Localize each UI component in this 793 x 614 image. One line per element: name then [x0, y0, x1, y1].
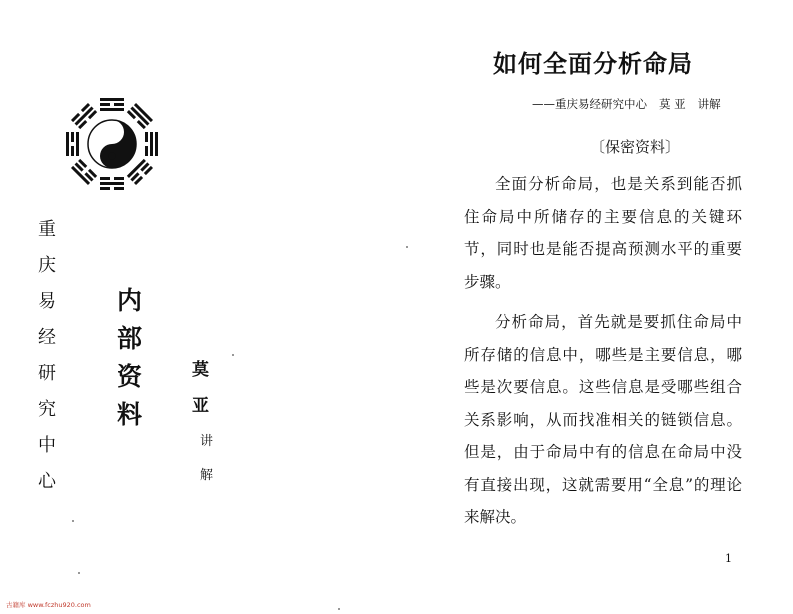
- org-char: 易: [38, 291, 56, 312]
- internal-char: 料: [117, 400, 143, 429]
- page-number: 1: [725, 552, 732, 565]
- org-char: 中: [38, 435, 56, 456]
- right-page: [420, 0, 793, 614]
- footer-credit: 古籍库 www.fczhu920.com: [6, 601, 91, 609]
- internal-char: 部: [117, 324, 143, 353]
- lecture-vertical-text: [200, 425, 213, 493]
- document-title: 如何全面分析命局: [493, 50, 693, 78]
- byline-dashes: ——: [532, 97, 555, 111]
- internal-char: 资: [117, 362, 143, 391]
- org-char: 心: [38, 471, 56, 492]
- byline-lecture: 讲解: [697, 97, 721, 111]
- paragraph: 分析命局，首先就是要抓住命局中所存储的信息中，哪些是主要信息，哪些是次要信息。这些信息是受哪些组合关系影响，从而找准相关的链锁信息。但是，由于命局中有的信息在命局中没有直接出现，这就需要用“全息”的理论来解决。: [464, 313, 742, 526]
- paragraph: 全面分析命局，也是关系到能否抓住命局中所储存的主要信息的关键环节，同时也是能否提高预测水平的重要步骤。: [464, 175, 742, 291]
- internal-material-vertical-text: [117, 282, 142, 434]
- org-char: 经: [38, 327, 56, 348]
- byline: [532, 96, 721, 112]
- author-char: 莫: [192, 360, 209, 380]
- organization-vertical-text: [38, 212, 56, 500]
- lecture-char: 解: [200, 468, 214, 483]
- bagua-yin-yang-icon: [62, 94, 162, 194]
- confidential-label: 〔保密资料〕: [590, 138, 681, 156]
- org-char: 庆: [38, 255, 56, 276]
- org-char: 研: [38, 363, 56, 384]
- byline-organization: 重庆易经研究中心: [555, 97, 647, 111]
- author-vertical-text: [192, 352, 209, 424]
- internal-char: 内: [117, 286, 143, 315]
- org-char: 究: [38, 399, 56, 420]
- org-char: 重: [38, 219, 56, 240]
- author-char: 亚: [192, 396, 209, 416]
- byline-author: 莫 亚: [659, 97, 686, 111]
- lecture-char: 讲: [200, 434, 214, 449]
- body-text: [464, 168, 742, 534]
